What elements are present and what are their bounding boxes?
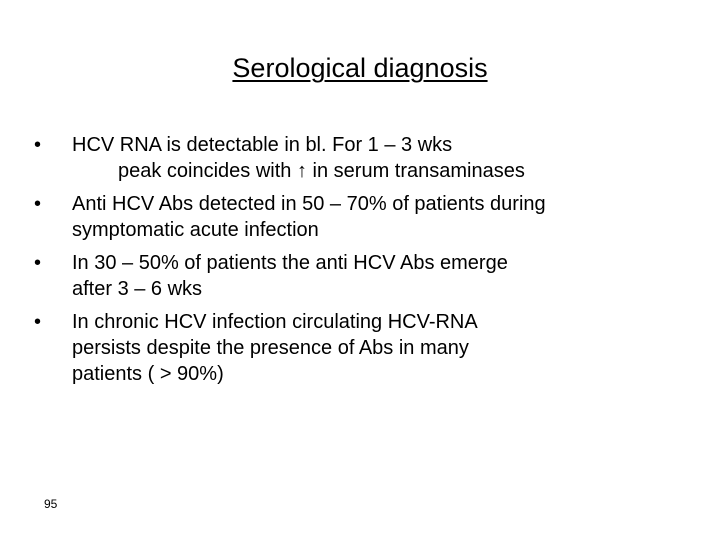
bullet-marker: • bbox=[34, 311, 42, 333]
slide-title: Serological diagnosis bbox=[232, 53, 488, 83]
bullet-text-line: In chronic HCV infection circulating HCV-RNA bbox=[72, 311, 478, 333]
bullet-text-line: symptomatic acute infection bbox=[72, 219, 319, 241]
bullet-marker: • bbox=[34, 193, 42, 215]
bullet-item-abs-emerge bbox=[34, 250, 704, 302]
bullet-marker: • bbox=[34, 134, 42, 156]
bullet-list bbox=[34, 132, 704, 394]
bullet-text-line: HCV RNA is detectable in bl. For 1 – 3 wks bbox=[72, 134, 453, 156]
bullet-marker: • bbox=[34, 252, 42, 274]
bullet-item-hcv-rna bbox=[34, 132, 704, 184]
bullet-text-line: after 3 – 6 wks bbox=[72, 278, 203, 300]
page-number: 95 bbox=[44, 497, 58, 511]
bullet-item-chronic-infection bbox=[34, 309, 704, 387]
bullet-item-anti-hcv-abs bbox=[34, 191, 704, 243]
bullet-text-line: Anti HCV Abs detected in 50 – 70% of patients during bbox=[72, 193, 546, 215]
bullet-text-line: persists despite the presence of Abs in many bbox=[72, 337, 469, 359]
bullet-text-line: In 30 – 50% of patients the anti HCV Abs emerge bbox=[72, 252, 508, 274]
bullet-text-line: patients ( > 90%) bbox=[72, 363, 224, 385]
bullet-text-line: peak coincides with ↑ in serum transaminases bbox=[118, 160, 525, 182]
